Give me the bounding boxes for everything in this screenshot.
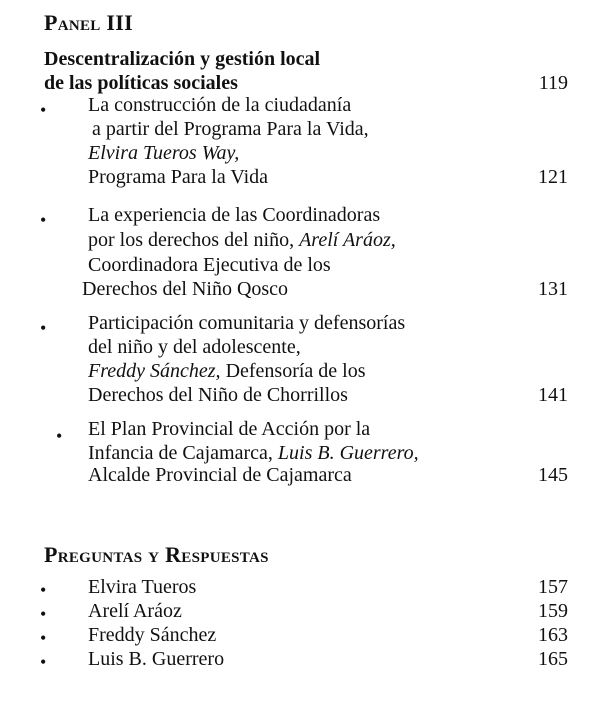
entry-text: La construcción de la ciudadanía bbox=[88, 94, 352, 116]
entry-text: La experiencia de las Coordinadoras bbox=[88, 204, 381, 226]
entry-text: Alcalde Provincial de Cajamarca bbox=[88, 464, 352, 486]
entry-text: por los derechos del niño, bbox=[88, 229, 300, 251]
qa-item-label: Freddy Sánchez bbox=[88, 624, 217, 646]
panel-heading: Panel III bbox=[44, 10, 133, 35]
qa-item-label: Elvira Tueros bbox=[88, 576, 197, 598]
subheading-line-1: Descentralización y gestión local bbox=[44, 48, 321, 70]
bullet-icon: • bbox=[56, 426, 63, 446]
page-number: 141 bbox=[538, 384, 568, 406]
entry-line bbox=[88, 229, 396, 252]
entry-line bbox=[88, 384, 348, 407]
entry-text: del niño y del adolescente, bbox=[88, 336, 301, 358]
subheading-line-2: de las políticas sociales bbox=[44, 72, 238, 94]
page-number: 145 bbox=[538, 464, 568, 486]
bullet-icon: • bbox=[40, 628, 47, 648]
entry-text: Participación comunitaria y defensorías bbox=[88, 312, 406, 334]
author-name: Freddy Sánchez, bbox=[88, 360, 221, 382]
page-number: 121 bbox=[538, 166, 568, 188]
entry-text: Infancia de Cajamarca, bbox=[88, 442, 278, 464]
entry-text: Defensoría de los bbox=[220, 360, 366, 382]
bullet-icon: • bbox=[40, 652, 47, 672]
entry-line bbox=[88, 204, 380, 227]
entry-line bbox=[88, 166, 268, 189]
bullet-icon: • bbox=[40, 210, 47, 230]
entry-text: El Plan Provincial de Acción por la bbox=[88, 418, 371, 440]
qa-item-label: Luis B. Guerrero bbox=[88, 648, 225, 670]
bullet-icon: • bbox=[40, 318, 47, 338]
entry-text: Coordinadora Ejecutiva de los bbox=[88, 254, 331, 276]
entry-text: Derechos del Niño de Chorrillos bbox=[88, 384, 348, 406]
entry-line bbox=[88, 442, 419, 465]
page-number: 157 bbox=[538, 576, 568, 598]
bullet-icon: • bbox=[40, 604, 47, 624]
author-name: Arelí Aráoz, bbox=[299, 229, 396, 251]
entry-line bbox=[88, 464, 352, 487]
entry-line bbox=[88, 418, 370, 441]
entry-line bbox=[88, 254, 331, 277]
entry-line bbox=[92, 118, 369, 141]
page-number: 163 bbox=[538, 624, 568, 646]
entry-text: a partir del Programa Para la Vida, bbox=[92, 118, 369, 140]
bullet-icon: • bbox=[40, 100, 47, 120]
entry-line bbox=[88, 94, 351, 117]
subheading-page-number: 119 bbox=[538, 72, 568, 94]
page-number: 159 bbox=[538, 600, 568, 622]
entry-line bbox=[82, 278, 288, 301]
bullet-icon: • bbox=[40, 580, 47, 600]
entry-line bbox=[88, 142, 239, 165]
page-number: 165 bbox=[538, 648, 568, 670]
entry-text: Derechos del Niño Qosco bbox=[82, 278, 289, 300]
page-number: 131 bbox=[538, 278, 568, 300]
entry-line bbox=[88, 360, 366, 383]
entry-line bbox=[88, 336, 301, 359]
author-name: Luis B. Guerrero, bbox=[277, 442, 419, 464]
author-name: Elvira Tueros Way, bbox=[88, 142, 240, 164]
entry-line bbox=[88, 312, 405, 335]
qa-item-label: Arelí Aráoz bbox=[88, 600, 182, 622]
entry-text: Programa Para la Vida bbox=[88, 166, 269, 188]
qa-heading: Preguntas y Respuestas bbox=[44, 542, 269, 567]
